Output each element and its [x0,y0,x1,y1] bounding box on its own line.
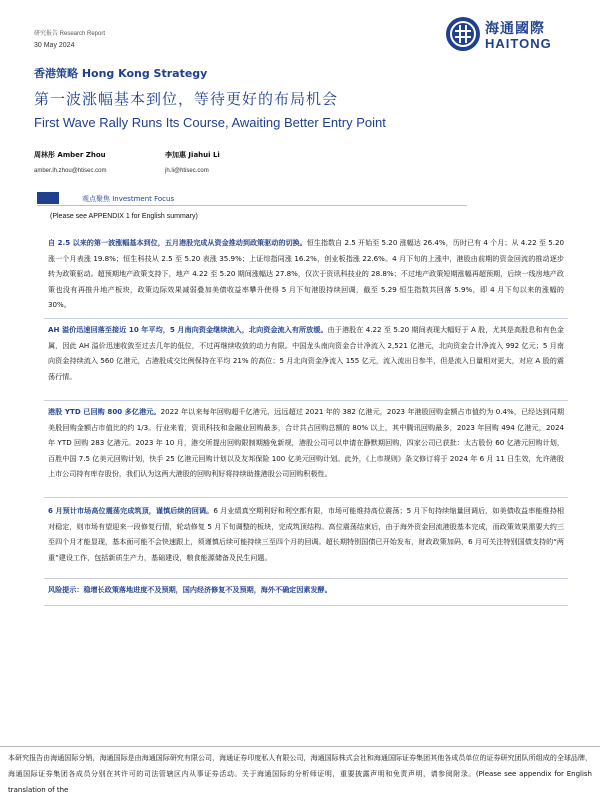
paragraph-divider [44,318,568,319]
investment-focus-heading: 观点聚焦 Investment Focus [82,195,175,203]
footer-disclaimer: 本研究报告由海通国际分销，海通国际是由海通国际研究有限公司，海通证券印度私人有限公司，海通国际株式会社和海通国际证券集团其他各成员单位的证券研究团队所组成的全球品牌，海通国际证券集团各成员分别在其许可的司法管辖区内从事证券活动。关于海通国际的分析师证明，重要披露声明和免责声明，请参阅附录。(Please see appendix for English translation of the [0,746,600,800]
paragraph-lead: 6 月预计市场高位震荡完成筑顶，谨慎后续的回调。 [48,506,214,515]
paragraph-divider [44,578,568,579]
logo-chinese-text: 海通國際 [485,21,545,37]
focus-paragraph [48,235,564,313]
title-english: First Wave Rally Runs Its Course, Awaiting Better Entry Point [34,115,386,130]
logo-english-text: HAITONG [485,36,552,51]
author-name: 李加惠 Jiahui Li [165,151,220,159]
paragraph-lead: 自 2.5 以来的第一波涨幅基本到位，五月港股完成从资金推动到政策驱动的切换。 [48,238,307,247]
paragraph-body: 6 月业绩真空期利好和利空都有限，市场可能维持高位震荡；5 月下旬持续缩量回调后，如美债收益率能维持相对稳定，则市场有望迎来一段修复行情，轮动修复 5 月下旬调整的板块，完成筑顶结构。高位震荡结束后，由于海外资金回流港股基本完成，而政策效果需要大约三至四个月才能显现，基本面可能不会快速跟上，须谨慎后续可能持续三至四个月的回调。超长期特别国债已开始发布，财政政策加码，6 月可关注特别国债支持的“两重”建设工作，包括新质生产力，基础建设，粮食能源储备及民生问题。 [48,506,564,562]
strategy-label: 香港策略 Hong Kong Strategy [34,67,208,80]
paragraph-divider [44,605,568,606]
author-email[interactable]: amber.lh.zhou@htisec.com [34,168,107,174]
appendix-note: (Please see APPENDIX 1 for English summary) [50,213,198,220]
author-email[interactable]: jh.li@htisec.com [165,168,209,174]
paragraph-divider [44,400,568,401]
focus-paragraph [48,322,564,384]
paragraph-body: 2022 年以来每年回购超千亿港元，远远超过 2021 年的 382 亿港元，2023 年港股回购金额占市值约为 0.4%，已经达到同期美股回购金额占市值比的约 1/3。行业来看，资讯科技和金融业回购最多，合计共占回购总额的 80% 以上，其中腾讯回购最多，2023 年回购 494 亿港元，2024 年 YTD 回购 283 亿港元。2023 年 10 月，港交所提出回购限制期豁免新规，港股公司可以申请在静默期回购，四家公司已获批：太古股份 60 亿港元回购计划，百胜中国 7.5 亿美元回购计划，快手 25 亿港元回购计划以及友邦保险 100 亿美元回购计划。此外，《上市规则》条文修订将于 2024 年 6 月 11 日生效，允许港股上市公司持有库存股份，我们认为这两大港股的回购利好将持续助推港股公司回购积极性。 [48,407,564,478]
title-chinese: 第一波涨幅基本到位，等待更好的布局机会 [34,90,339,108]
focus-paragraph [48,503,564,565]
author-name: 周林彤 Amber Zhou [34,151,106,159]
focus-divider [37,205,467,206]
report-date: 30 May 2024 [34,42,75,49]
haitong-emblem-icon [445,16,481,52]
paragraph-lead: 港股 YTD 已回购 800 多亿港元。 [48,407,161,416]
focus-accent-bar [37,192,59,204]
paragraph-lead: AH 溢价迅速回落至接近 10 年平均，5 月南向资金继续流入，北向资金流入有所放缓。 [48,325,328,334]
paragraph-body: 恒生指数自 2.5 开始至 5.20 涨幅达 26.4%，历时已有 4 个月；从 4.22 至 5.20 涨一个月表涨 19.8%；恒生科技从 2.5 至 5.20 表涨 35.9%；上证综指同涨 16.2%，创业板指涨 22.6%。4 月下旬的上涨中，港股由前期的资金回流的推动逐步转为政策驱动。超预期地产政策支持下，地产 4.22 至 5.20 期间涨幅达 27.8%，仅次于资讯科技业的 28.8%；不过地产政策短期涨幅再超预期，后续一线房地产政策也没有再推升地产板块，政策边际效果减弱叠加美债收益率攀升使得 5 月下旬港股持续回调，截至 5.29 恒生指数共回落 5.9%，即 4 月下旬以来的涨幅的 30%。 [48,238,564,309]
paragraph-divider [44,497,568,498]
risk-label: 风险提示： [48,585,84,594]
risk-body: 稳增长政策落地进度不及预期，国内经济修复不及预期，海外不确定因素发酵。 [83,585,332,594]
report-type-label: 研究报告 Research Report [34,31,106,37]
focus-paragraph [48,404,564,482]
haitong-logo [445,16,575,52]
risk-paragraph [48,582,564,598]
paragraph-body: 由于港股在 4.22 至 5.20 期间表现大幅好于 A 股，尤其是高股息和有色金属，因此 AH 溢价迅速收敛至过去几年的低位，不过再继续收敛的动力有限。中国龙头南向资金合计净流入 2,521 亿港元，北向资金合计净流入 992 亿元；5 月南向资金持续流入 560 亿港元，占港股成交比例保持在平均 21% 的高位；5 月北向资金净流入 155 亿元，流入流出日参半，但是流入日量相对更大，对应 A 股的震荡行情。 [48,325,564,381]
